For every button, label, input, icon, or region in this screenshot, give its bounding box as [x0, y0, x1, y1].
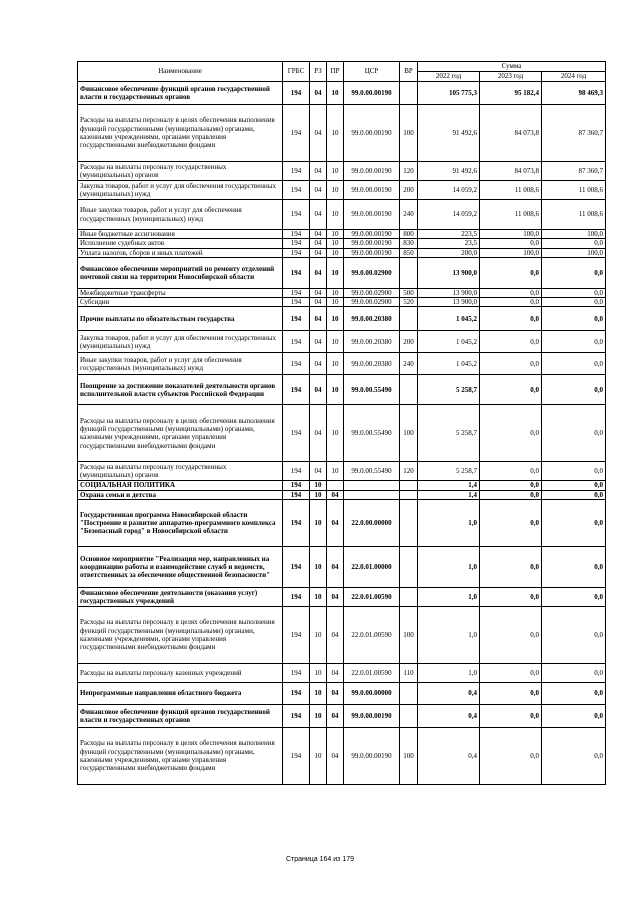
cell-grbs: 194: [283, 607, 310, 664]
cell-y3: 87 360,7: [542, 105, 606, 162]
cell-y3: 0,0: [542, 683, 606, 705]
cell-name: Финансовое обеспечение функций органов государственной власти и государственных органов: [78, 705, 283, 728]
cell-y1: 1,0: [418, 547, 480, 588]
cell-y2: 0,0: [480, 257, 542, 288]
cell-y1: 14 059,2: [418, 200, 480, 230]
cell-pr: 10: [327, 200, 344, 230]
header-year-2023: 2023 год: [480, 72, 542, 82]
cell-y3: 0,0: [542, 353, 606, 375]
cell-y3: 0,0: [542, 375, 606, 405]
cell-name: Закупка товаров, работ и услуг для обеспечения государственных (муниципальных) нужд: [78, 181, 283, 200]
header-year-2024: 2024 год: [542, 72, 606, 82]
cell-y2: 0,0: [480, 331, 542, 353]
cell-grbs: 194: [283, 82, 310, 105]
cell-y2: 0,0: [480, 500, 542, 547]
cell-y2: 0,0: [480, 375, 542, 405]
table-row: [78, 288, 606, 297]
cell-name: Уплата налогов, сборов и иных платежей: [78, 248, 283, 257]
cell-pr: 04: [327, 547, 344, 588]
cell-rz: 04: [310, 239, 327, 248]
cell-pr: 04: [327, 490, 344, 499]
cell-name: Расходы на выплаты персоналу государственных (муниципальных) органов: [78, 162, 283, 181]
cell-name: Финансовое обеспечение мероприятий по ремонту отделений почтовой связи на территории Новосибирской области: [78, 257, 283, 288]
table-row: [78, 298, 606, 307]
cell-pr: 04: [327, 664, 344, 683]
cell-pr: 10: [327, 162, 344, 181]
cell-rz: 10: [310, 490, 327, 499]
cell-y1: 91 492,6: [418, 105, 480, 162]
cell-y1: 1,0: [418, 588, 480, 607]
cell-rz: 10: [310, 728, 327, 785]
cell-name: Иные закупки товаров, работ и услуг для обеспечения государственных (муниципальных) нужд: [78, 353, 283, 375]
cell-y3: 11 008,6: [542, 200, 606, 230]
cell-grbs: 194: [283, 162, 310, 181]
cell-csr: 99.0.00.55490: [344, 405, 400, 462]
cell-y2: 100,0: [480, 248, 542, 257]
cell-y3: 0,0: [542, 298, 606, 307]
cell-pr: 10: [327, 288, 344, 297]
cell-vr: 110: [400, 664, 418, 683]
table-row: [78, 664, 606, 683]
cell-csr: 99.0.00.00190: [344, 200, 400, 230]
cell-y2: 0,0: [480, 405, 542, 462]
cell-pr: 04: [327, 500, 344, 547]
cell-vr: 240: [400, 200, 418, 230]
cell-csr: 99.0.00.00190: [344, 248, 400, 257]
cell-pr: 10: [327, 181, 344, 200]
cell-y1: 0,4: [418, 705, 480, 728]
cell-name: Финансовое обеспечение деятельности (оказания услуг) государственных учреждений: [78, 588, 283, 607]
cell-csr: 99.0.00.55490: [344, 375, 400, 405]
header-name: Наименование: [78, 62, 283, 82]
cell-grbs: 194: [283, 298, 310, 307]
cell-name: Охрана семьи и детства: [78, 490, 283, 499]
cell-rz: 04: [310, 298, 327, 307]
cell-name: Субсидии: [78, 298, 283, 307]
cell-y1: 223,5: [418, 230, 480, 239]
cell-vr: 850: [400, 248, 418, 257]
cell-pr: 10: [327, 248, 344, 257]
table-row: [78, 162, 606, 181]
header-sum: Сумма: [418, 62, 606, 72]
cell-name: Непрограммные направления областного бюджета: [78, 683, 283, 705]
cell-y2: 84 073,8: [480, 162, 542, 181]
cell-y3: 0,0: [542, 728, 606, 785]
cell-pr: 10: [327, 298, 344, 307]
table-row: [78, 230, 606, 239]
cell-rz: 04: [310, 331, 327, 353]
table-row: [78, 257, 606, 288]
cell-name: Расходы на выплаты персоналу в целях обеспечения выполнения функций государственными (муниципальными) органами, казенными учреждениями, органами управления государственными внебюджетными фондами: [78, 728, 283, 785]
cell-grbs: 194: [283, 481, 310, 490]
cell-y2: 0,0: [480, 547, 542, 588]
header-grbs: ГРБС: [283, 62, 310, 82]
cell-y3: 0,0: [542, 490, 606, 499]
cell-y3: 0,0: [542, 607, 606, 664]
cell-pr: 10: [327, 353, 344, 375]
cell-vr: 120: [400, 162, 418, 181]
cell-name: Расходы на выплаты персоналу казенных учреждений: [78, 664, 283, 683]
cell-y3: 0,0: [542, 462, 606, 481]
table-body: [78, 82, 606, 785]
cell-vr: [400, 375, 418, 405]
cell-y1: 91 492,6: [418, 162, 480, 181]
table-row: [78, 607, 606, 664]
cell-grbs: 194: [283, 307, 310, 331]
cell-grbs: 194: [283, 375, 310, 405]
cell-rz: 10: [310, 588, 327, 607]
table-row: [78, 705, 606, 728]
cell-y2: 0,0: [480, 239, 542, 248]
cell-grbs: 194: [283, 331, 310, 353]
cell-vr: 100: [400, 607, 418, 664]
cell-grbs: 194: [283, 230, 310, 239]
cell-pr: 10: [327, 375, 344, 405]
cell-csr: 99.0.00.00190: [344, 82, 400, 105]
cell-vr: 200: [400, 181, 418, 200]
cell-pr: 10: [327, 405, 344, 462]
cell-y2: 0,0: [480, 664, 542, 683]
cell-grbs: 194: [283, 288, 310, 297]
cell-rz: 04: [310, 230, 327, 239]
cell-pr: 10: [327, 307, 344, 331]
cell-csr: 22.0.01.00000: [344, 547, 400, 588]
cell-csr: 99.0.00.02900: [344, 288, 400, 297]
cell-vr: 100: [400, 105, 418, 162]
cell-rz: 04: [310, 248, 327, 257]
cell-pr: 04: [327, 683, 344, 705]
header-vr: ВР: [400, 62, 418, 82]
budget-table: [77, 61, 606, 785]
table-row: [78, 200, 606, 230]
table-row: [78, 105, 606, 162]
cell-vr: 800: [400, 230, 418, 239]
cell-y1: 200,0: [418, 248, 480, 257]
table-row: [78, 82, 606, 105]
cell-vr: 100: [400, 728, 418, 785]
cell-vr: [400, 547, 418, 588]
cell-rz: 10: [310, 607, 327, 664]
cell-vr: 830: [400, 239, 418, 248]
cell-y1: 1 045,2: [418, 353, 480, 375]
cell-y3: 0,0: [542, 257, 606, 288]
cell-y2: 11 008,6: [480, 200, 542, 230]
cell-csr: 99.0.00.00000: [344, 683, 400, 705]
cell-y1: 0,4: [418, 728, 480, 785]
cell-y1: 13 900,0: [418, 288, 480, 297]
table-row: [78, 683, 606, 705]
table-row: [78, 331, 606, 353]
cell-y2: 0,0: [480, 481, 542, 490]
cell-pr: 10: [327, 462, 344, 481]
cell-grbs: 194: [283, 490, 310, 499]
cell-y3: 0,0: [542, 547, 606, 588]
cell-vr: 520: [400, 298, 418, 307]
cell-y1: 1 045,2: [418, 331, 480, 353]
cell-y2: 0,0: [480, 705, 542, 728]
cell-y3: 0,0: [542, 331, 606, 353]
table-row: [78, 181, 606, 200]
cell-y1: 5 258,7: [418, 405, 480, 462]
cell-vr: [400, 588, 418, 607]
cell-y3: 0,0: [542, 239, 606, 248]
cell-rz: 04: [310, 105, 327, 162]
cell-rz: 04: [310, 200, 327, 230]
cell-name: Прочие выплаты по обязательствам государства: [78, 307, 283, 331]
cell-grbs: 194: [283, 705, 310, 728]
cell-grbs: 194: [283, 588, 310, 607]
table-row: [78, 490, 606, 499]
cell-vr: 200: [400, 331, 418, 353]
cell-rz: 04: [310, 257, 327, 288]
cell-y2: 84 073,8: [480, 105, 542, 162]
cell-rz: 04: [310, 82, 327, 105]
cell-y1: 1,4: [418, 481, 480, 490]
cell-rz: 04: [310, 353, 327, 375]
cell-y3: 0,0: [542, 288, 606, 297]
cell-grbs: 194: [283, 200, 310, 230]
cell-rz: 04: [310, 162, 327, 181]
header-rz: РЗ: [310, 62, 327, 82]
cell-y2: 0,0: [480, 288, 542, 297]
cell-name: Исполнение судебных актов: [78, 239, 283, 248]
cell-vr: [400, 500, 418, 547]
cell-csr: 99.0.00.20380: [344, 353, 400, 375]
cell-csr: 22.0.00.00000: [344, 500, 400, 547]
cell-name: Поощрение за достижение показателей деятельности органов исполнительной власти субъектов Российской Федерации: [78, 375, 283, 405]
cell-pr: 04: [327, 607, 344, 664]
cell-csr: 99.0.00.00190: [344, 728, 400, 785]
cell-grbs: 194: [283, 664, 310, 683]
cell-y3: 87 360,7: [542, 162, 606, 181]
cell-y1: 1,0: [418, 500, 480, 547]
cell-csr: 22.0.01.00590: [344, 664, 400, 683]
table-row: [78, 481, 606, 490]
cell-y2: 0,0: [480, 307, 542, 331]
cell-pr: 10: [327, 82, 344, 105]
cell-vr: 100: [400, 405, 418, 462]
cell-csr: 22.0.01.00590: [344, 607, 400, 664]
table-row: [78, 307, 606, 331]
cell-csr: 99.0.00.55490: [344, 462, 400, 481]
cell-csr: 99.0.00.20380: [344, 307, 400, 331]
cell-name: Основное мероприятие "Реализация мер, направленных на координацию работы и взаимодействие служб и ведомств, ответственных за обеспечение общественной безопасности": [78, 547, 283, 588]
cell-csr: 99.0.00.00190: [344, 162, 400, 181]
cell-name: Иные бюджетные ассигнования: [78, 230, 283, 239]
cell-name: Расходы на выплаты персоналу государственных (муниципальных) органов: [78, 462, 283, 481]
cell-name: Финансовое обеспечение функций органов государственной власти и государственных органов: [78, 82, 283, 105]
cell-vr: 500: [400, 288, 418, 297]
cell-grbs: 194: [283, 405, 310, 462]
cell-name: Иные закупки товаров, работ и услуг для обеспечения государственных (муниципальных) нужд: [78, 200, 283, 230]
cell-grbs: 194: [283, 462, 310, 481]
page-footer: Страница 164 из 179: [285, 856, 355, 863]
cell-grbs: 194: [283, 728, 310, 785]
cell-y2: 0,0: [480, 607, 542, 664]
cell-csr: 99.0.00.00190: [344, 181, 400, 200]
cell-csr: 99.0.00.20380: [344, 331, 400, 353]
cell-y2: 95 182,4: [480, 82, 542, 105]
cell-vr: 120: [400, 462, 418, 481]
cell-y2: 100,0: [480, 230, 542, 239]
cell-grbs: 194: [283, 500, 310, 547]
cell-pr: 04: [327, 588, 344, 607]
cell-y3: 0,0: [542, 307, 606, 331]
cell-pr: 10: [327, 230, 344, 239]
cell-grbs: 194: [283, 181, 310, 200]
cell-rz: 10: [310, 500, 327, 547]
cell-vr: [400, 490, 418, 499]
cell-pr: 04: [327, 705, 344, 728]
cell-y3: 100,0: [542, 248, 606, 257]
cell-vr: [400, 257, 418, 288]
cell-grbs: 194: [283, 105, 310, 162]
cell-y1: 14 059,2: [418, 181, 480, 200]
cell-name: Расходы на выплаты персоналу в целях обеспечения выполнения функций государственными (муниципальными) органами, казенными учреждениями, органами управления государственными внебюджетными фондами: [78, 607, 283, 664]
table-row: [78, 239, 606, 248]
cell-y1: 5 258,7: [418, 375, 480, 405]
cell-y1: 23,5: [418, 239, 480, 248]
cell-y2: 11 008,6: [480, 181, 542, 200]
cell-pr: [327, 481, 344, 490]
cell-rz: 04: [310, 375, 327, 405]
cell-y3: 0,0: [542, 588, 606, 607]
cell-csr: [344, 481, 400, 490]
cell-y1: 1,0: [418, 664, 480, 683]
cell-name: Расходы на выплаты персоналу в целях обеспечения выполнения функций государственными (муниципальными) органами, казенными учреждениями, органами управления государственными внебюджетными фондами: [78, 405, 283, 462]
cell-y3: 0,0: [542, 481, 606, 490]
cell-csr: 99.0.00.02900: [344, 257, 400, 288]
cell-y3: 11 008,6: [542, 181, 606, 200]
table-row: [78, 248, 606, 257]
table-row: [78, 375, 606, 405]
cell-grbs: 194: [283, 257, 310, 288]
cell-grbs: 194: [283, 239, 310, 248]
cell-rz: 04: [310, 307, 327, 331]
cell-y2: 0,0: [480, 462, 542, 481]
header-pr: ПР: [327, 62, 344, 82]
cell-y3: 0,0: [542, 705, 606, 728]
cell-vr: [400, 481, 418, 490]
cell-name: Межбюджетные трансферты: [78, 288, 283, 297]
cell-vr: 240: [400, 353, 418, 375]
cell-grbs: 194: [283, 683, 310, 705]
header-year-2022: 2022 год: [418, 72, 480, 82]
cell-csr: 22.0.01.00590: [344, 588, 400, 607]
cell-grbs: 194: [283, 547, 310, 588]
cell-pr: 10: [327, 105, 344, 162]
cell-csr: 99.0.00.00190: [344, 239, 400, 248]
cell-csr: 99.0.00.00190: [344, 705, 400, 728]
cell-csr: 99.0.00.00190: [344, 230, 400, 239]
cell-y1: 13 900,0: [418, 298, 480, 307]
cell-y1: 1,0: [418, 607, 480, 664]
cell-y2: 0,0: [480, 728, 542, 785]
cell-rz: 10: [310, 547, 327, 588]
cell-y1: 105 775,3: [418, 82, 480, 105]
cell-vr: [400, 307, 418, 331]
cell-rz: 04: [310, 405, 327, 462]
cell-rz: 04: [310, 181, 327, 200]
cell-pr: 10: [327, 257, 344, 288]
cell-y1: 1 045,2: [418, 307, 480, 331]
table-row: [78, 588, 606, 607]
cell-y3: 100,0: [542, 230, 606, 239]
cell-y3: 0,0: [542, 405, 606, 462]
cell-y1: 0,4: [418, 683, 480, 705]
cell-pr: 04: [327, 728, 344, 785]
cell-vr: [400, 683, 418, 705]
cell-y1: 1,4: [418, 490, 480, 499]
table-row: [78, 405, 606, 462]
cell-y3: 0,0: [542, 664, 606, 683]
cell-csr: 99.0.00.00190: [344, 105, 400, 162]
table-row: [78, 728, 606, 785]
cell-y3: 98 469,3: [542, 82, 606, 105]
cell-grbs: 194: [283, 353, 310, 375]
table-row: [78, 462, 606, 481]
cell-name: Закупка товаров, работ и услуг для обеспечения государственных (муниципальных) нужд: [78, 331, 283, 353]
cell-csr: [344, 490, 400, 499]
cell-pr: 10: [327, 239, 344, 248]
cell-name: СОЦИАЛЬНАЯ ПОЛИТИКА: [78, 481, 283, 490]
cell-y2: 0,0: [480, 353, 542, 375]
header-csr: ЦСР: [344, 62, 400, 82]
cell-name: Расходы на выплаты персоналу в целях обеспечения выполнения функций государственными (муниципальными) органами, казенными учреждениями, органами управления государственными внебюджетными фондами: [78, 105, 283, 162]
cell-rz: 10: [310, 664, 327, 683]
cell-grbs: 194: [283, 248, 310, 257]
cell-rz: 10: [310, 481, 327, 490]
cell-rz: 04: [310, 288, 327, 297]
table-row: [78, 547, 606, 588]
cell-y1: 13 900,0: [418, 257, 480, 288]
cell-vr: [400, 705, 418, 728]
cell-vr: [400, 82, 418, 105]
cell-rz: 04: [310, 462, 327, 481]
table-row: [78, 353, 606, 375]
cell-y2: 0,0: [480, 683, 542, 705]
cell-y2: 0,0: [480, 298, 542, 307]
cell-y2: 0,0: [480, 490, 542, 499]
cell-y2: 0,0: [480, 588, 542, 607]
cell-y1: 5 258,7: [418, 462, 480, 481]
table-row: [78, 500, 606, 547]
cell-rz: 10: [310, 705, 327, 728]
cell-pr: 10: [327, 331, 344, 353]
cell-rz: 10: [310, 683, 327, 705]
cell-y3: 0,0: [542, 500, 606, 547]
cell-name: Государственная программа Новосибирской области "Построение и развитие аппаратно-программного комплекса "Безопасный город" в Новосибирской области: [78, 500, 283, 547]
cell-csr: 99.0.00.02900: [344, 298, 400, 307]
